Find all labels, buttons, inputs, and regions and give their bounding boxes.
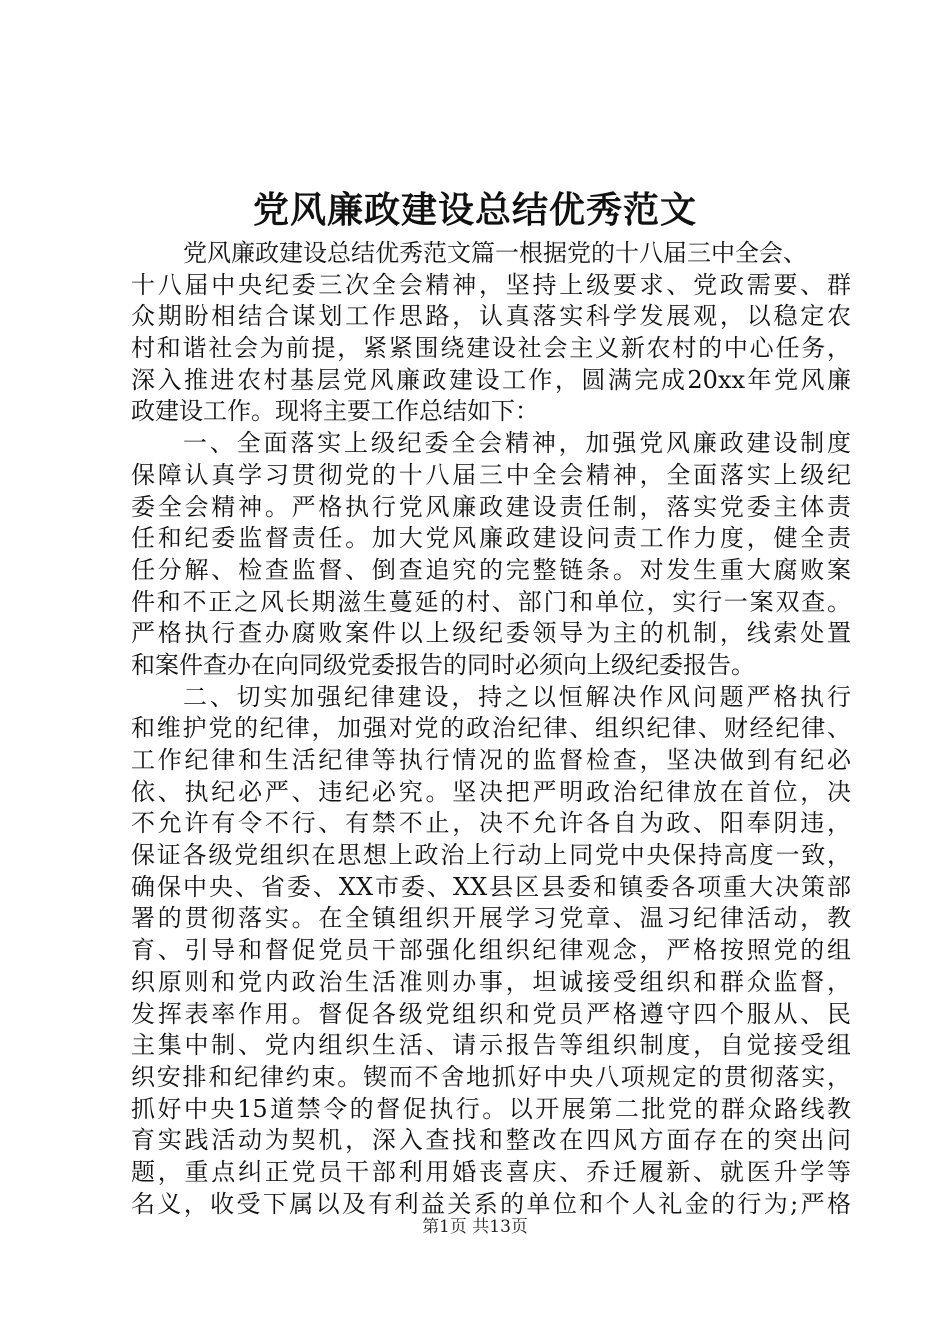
paragraph-line: 件和不正之风长期滋生蔓延的村、部门和单位，实行一案双查。	[131, 587, 851, 616]
paragraph-line: 党风廉政建设总结优秀范文篇一根据党的十八届三中全会、	[183, 239, 807, 267]
paragraph-line: 众期盼相结合谋划工作思路，认真落实科学发展观，以稳定农	[131, 302, 851, 331]
paragraph-line: 织原则和党内政治生活准则办事，坦诚接受组织和群众监督，	[131, 967, 851, 996]
paragraph-line: 委全会精神。严格执行党风廉政建设责任制，落实党委主体责	[131, 492, 851, 521]
document-title: 党风廉政建设总结优秀范文	[252, 189, 697, 231]
paragraph-line: 题，重点纠正党员干部利用婚丧喜庆、乔迁履新、就医升学等	[131, 1157, 851, 1186]
paragraph-line: 严格执行查办腐败案件以上级纪委领导为主的机制，线索处置	[131, 619, 851, 648]
page-number-footer: 第1页 共13页	[422, 1217, 528, 1237]
paragraph-line: 政建设工作。现将主要工作总结如下：	[131, 397, 539, 426]
paragraph-line: 抓好中央15道禁令的督促执行。以开展第二批党的群众路线教	[131, 1094, 851, 1123]
paragraph-line: 一、全面落实上级纪委全会精神，加强党风廉政建设制度	[183, 429, 851, 458]
paragraph-line: 保障认真学习贯彻党的十八届三中全会精神，全面落实上级纪	[131, 460, 851, 489]
paragraph-line: 不允许有令不行、有禁不止，决不允许各自为政、阳奉阴违，	[131, 809, 851, 838]
paragraph-line: 任分解、检查监督、倒查追究的完整链条。对发生重大腐败案	[131, 555, 851, 584]
paragraph-line: 村和谐社会为前提，紧紧围绕建设社会主义新农村的中心任务，	[131, 334, 851, 363]
paragraph-line: 依、执纪必严、违纪必究。坚决把严明政治纪律放在首位，决	[131, 777, 851, 806]
paragraph-line: 发挥表率作用。督促各级党组织和党员严格遵守四个服从、民	[131, 999, 851, 1028]
paragraph-line: 和维护党的纪律，加强对党的政治纪律、组织纪律、财经纪律、	[131, 714, 851, 743]
paragraph-line: 二、切实加强纪律建设，持之以恒解决作风问题严格执行	[183, 682, 851, 711]
paragraph-line: 工作纪律和生活纪律等执行情况的监督检查，坚决做到有纪必	[131, 746, 851, 774]
document-body	[131, 238, 851, 1220]
paragraph-line: 主集中制、党内组织生活、请示报告等组织制度，自觉接受组	[131, 1031, 851, 1060]
paragraph-line: 署的贯彻落实。在全镇组织开展学习党章、温习纪律活动，教	[131, 904, 851, 933]
paragraph-line: 育、引导和督促党员干部强化组织纪律观念，严格按照党的组	[131, 936, 851, 965]
paragraph-line: 深入推进农村基层党风廉政建设工作，圆满完成20xx年党风廉	[131, 365, 851, 394]
paragraph-line: 确保中央、省委、XX市委、XX县区县委和镇委各项重大决策部	[131, 872, 851, 901]
paragraph-line: 十八届中央纪委三次全会精神，坚持上级要求、党政需要、群	[131, 270, 851, 299]
paragraph-line: 织安排和纪律约束。锲而不舍地抓好中央八项规定的贯彻落实，	[131, 1062, 851, 1091]
paragraph-line: 任和纪委监督责任。加大党风廉政建设问责工作力度，健全责	[131, 524, 851, 553]
paragraph-line: 育实践活动为契机，深入查找和整改在四风方面存在的突出问	[131, 1126, 851, 1155]
paragraph-line: 和案件查办在向同级党委报告的同时必须向上级纪委报告。	[131, 650, 755, 679]
paragraph-line: 名义，收受下属以及有利益关系的单位和个人礼金的行为;严格	[131, 1189, 851, 1218]
paragraph-line: 保证各级党组织在思想上政治上行动上同党中央保持高度一致，	[131, 841, 851, 870]
